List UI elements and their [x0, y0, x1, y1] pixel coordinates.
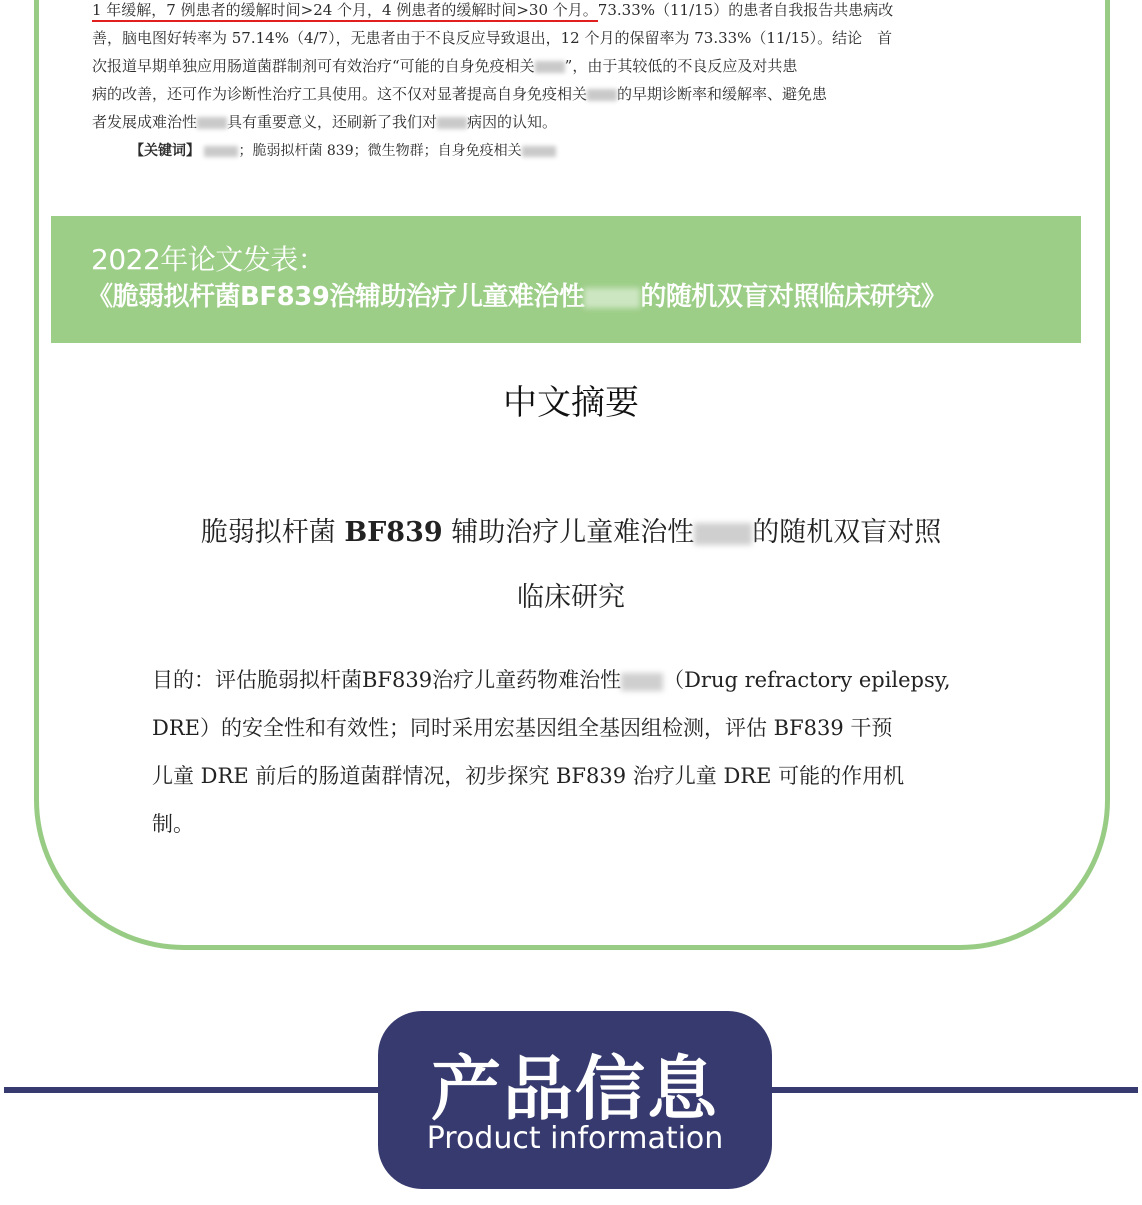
paper-title-text: 脆弱拟杆菌 [200, 517, 345, 548]
scan-text: 病的改善，还可作为诊断性治疗工具使用。这不仅对显著提高自身免疫相关 [92, 85, 588, 103]
publication-banner [51, 216, 1081, 343]
product-info-badge [378, 1011, 772, 1189]
scan-text: 者发展成难治性 [92, 113, 198, 131]
abstract-line: 制。 [152, 812, 194, 836]
scan-line-2 [92, 24, 972, 52]
section-title-en: Product information [426, 1121, 724, 1156]
blurred-word [535, 61, 565, 73]
scan-text: 具有重要意义，还刷新了我们对 [227, 113, 438, 131]
blurred-word [204, 146, 238, 157]
banner-year-line: 2022年论文发表： [91, 243, 326, 276]
scan-text: 73.33%（11/15）的患者自我报告共患病改 [597, 1, 894, 19]
abstract-body [152, 656, 992, 848]
blurred-word [584, 288, 640, 308]
scan-text: 善，脑电图好转率为 57.14%（4/7），无患者由于不良反应导致退出，12 个月的保留率为 73.33%（11/15）。结论 首 [92, 29, 893, 47]
paper-title-line-2: 临床研究 [517, 582, 625, 613]
scan-underlined-text: 1 年缓解，7 例患者的缓解时间>24 个月，4 例患者的缓解时间>30 个月。 [92, 1, 598, 22]
scan-line-1 [92, 0, 972, 24]
scan-line-3 [92, 52, 972, 80]
blurred-word [197, 117, 227, 129]
scan-line-5 [92, 108, 972, 136]
blurred-word [621, 673, 663, 691]
abstract-heading: 中文摘要 [503, 383, 639, 423]
banner-paper-title [87, 276, 946, 313]
scan-keywords [130, 140, 556, 160]
paper-title-line-1 [0, 510, 1142, 549]
scan-text: 次报道早期单独应用肠道菌群制剂可有效治疗“可能的自身免疫相关 [92, 57, 535, 75]
abstract-text: （Drug refractory epilepsy, [663, 668, 951, 692]
blurred-word [522, 146, 556, 157]
abstract-line: 儿童 DRE 前后的肠道菌群情况，初步探究 BF839 治疗儿童 DRE 可能的作用机 [152, 764, 905, 788]
blurred-word [587, 89, 617, 101]
scan-line-4 [92, 80, 972, 108]
scan-text: 病因的认知。 [467, 113, 558, 131]
keywords-label: 【关键词】 [130, 143, 200, 159]
blurred-word [694, 523, 752, 545]
paper-title-text: 辅助治疗儿童难治性 [442, 517, 695, 548]
blurred-word [437, 117, 467, 129]
section-title-cn: 产品信息 [431, 1048, 719, 1130]
abstract-text: 目的：评估脆弱拟杆菌BF839治疗儿童药物难治性 [152, 668, 622, 692]
abstract-line: DRE）的安全性和有效性；同时采用宏基因组全基因组检测，评估 BF839 干预 [152, 716, 893, 740]
paper-title-text: 的随机双盲对照 [752, 517, 942, 548]
banner-title-part: 的随机双盲对照临床研究》 [640, 282, 947, 312]
abstract-line [152, 656, 992, 704]
banner-title-part: 《脆弱拟杆菌BF839治辅助治疗儿童难治性 [87, 282, 585, 312]
scan-text: ”，由于其较低的不良反应及对共患 [564, 57, 798, 75]
paper-title-bold: BF839 [344, 517, 443, 548]
scan-text: 的早期诊断率和缓解率、避免患 [617, 85, 828, 103]
keywords-text: ；脆弱拟杆菌 839；微生物群；自身免疫相关 [238, 143, 522, 159]
